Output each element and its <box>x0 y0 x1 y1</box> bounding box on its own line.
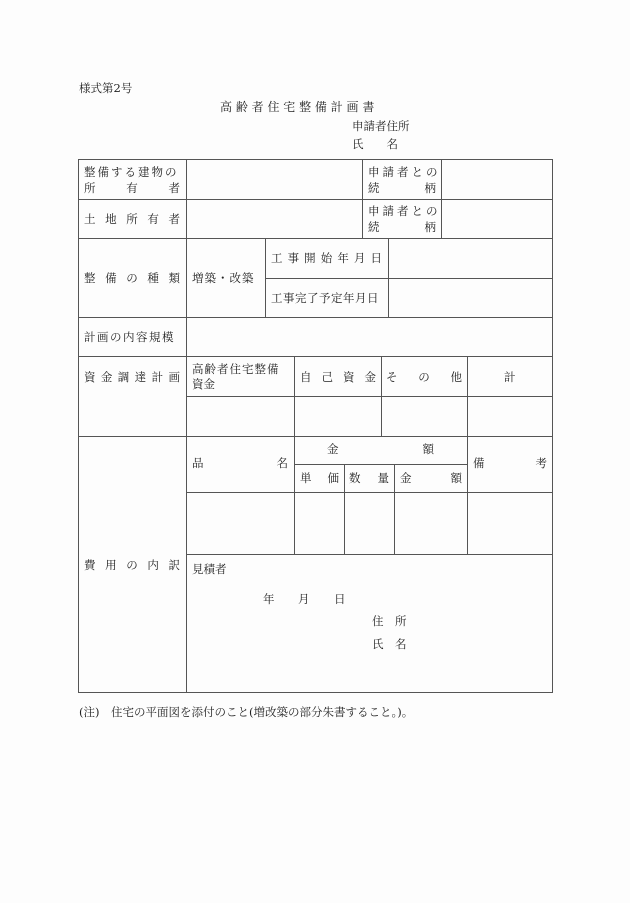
remarks-field[interactable] <box>468 493 552 554</box>
estimator-date-day[interactable]: 日 <box>334 592 346 606</box>
row-divider <box>294 464 467 465</box>
relation2-label-line1: 申請者との <box>368 204 441 218</box>
estimator-address-label: 住 所 <box>372 614 407 628</box>
elderly-fund-field[interactable] <box>187 397 294 436</box>
building-owner-label-line2: 所 有 者 <box>84 181 180 195</box>
quantity-field[interactable] <box>345 493 394 554</box>
table-border-bottom <box>78 692 553 693</box>
building-owner-label-line1: 整備する建物の <box>84 165 179 179</box>
plan-scale-label: 計画の内容規模 <box>84 330 175 344</box>
land-owner-field[interactable] <box>187 200 362 238</box>
relation-label-line1: 申請者との <box>368 165 441 179</box>
unit-price-header: 単 価 <box>300 471 339 485</box>
footnote: (注) 住宅の平面図を添付のこと(増改築の部分朱書すること。)。 <box>79 705 414 719</box>
maintenance-type-label: 整 備 の 種 類 <box>84 271 180 285</box>
start-date-label: 工 事 開 始 年 月 日 <box>271 251 382 265</box>
start-date-field[interactable] <box>389 239 552 278</box>
relation-field[interactable] <box>442 160 552 199</box>
item-name-field[interactable] <box>187 493 294 554</box>
quantity-header: 数 量 <box>349 471 389 485</box>
funding-total-field[interactable] <box>468 397 552 436</box>
item-name-header: 品 名 <box>192 456 288 470</box>
estimator-label: 見積者 <box>192 562 227 576</box>
amount-field[interactable] <box>395 493 467 554</box>
own-funds-header: 自 己 資 金 <box>300 370 376 384</box>
building-owner-field[interactable] <box>187 160 362 199</box>
relation2-field[interactable] <box>442 200 552 238</box>
plan-scale-field[interactable] <box>187 318 552 356</box>
page-title: 高 齢 者 住 宅 整 備 計 画 書 <box>220 100 375 114</box>
col-divider <box>265 238 266 317</box>
applicant-address-label: 申請者住所 <box>352 119 410 133</box>
relation-label-line2: 続 柄 <box>368 181 436 195</box>
remarks-header: 備 考 <box>473 456 547 470</box>
amount-header: 金 額 <box>400 471 462 485</box>
unit-price-field[interactable] <box>295 493 344 554</box>
col-divider <box>362 159 363 238</box>
own-funds-field[interactable] <box>295 397 381 436</box>
cost-breakdown-label: 費 用 の 内 訳 <box>84 558 180 572</box>
form-number: 様式第2号 <box>79 81 133 95</box>
row-divider <box>78 436 553 437</box>
end-date-label: 工事完了予定年月日 <box>271 291 379 305</box>
row-divider <box>78 356 553 357</box>
land-owner-label: 土 地 所 有 者 <box>84 212 180 226</box>
amount-group-header: 金 額 <box>327 442 434 456</box>
estimator-date-year[interactable]: 年 <box>263 592 275 606</box>
elderly-fund-header-line1: 高齢者住宅整備 <box>192 362 280 376</box>
relation2-label-line2: 続 柄 <box>368 220 436 234</box>
funding-row-label-field[interactable] <box>79 397 186 436</box>
row-divider <box>186 554 553 555</box>
estimator-date-month[interactable]: 月 <box>298 592 310 606</box>
maintenance-type-value[interactable]: 増築・改築 <box>192 271 255 285</box>
estimator-name-label: 氏 名 <box>372 637 407 651</box>
other-funds-header: そ の 他 <box>386 370 462 384</box>
estimator-field[interactable] <box>400 610 550 655</box>
applicant-name-label: 氏 名 <box>352 137 398 151</box>
funding-label: 資 金 調 達 計 画 <box>84 370 180 384</box>
end-date-field[interactable] <box>389 279 552 317</box>
table-border-right <box>552 159 553 693</box>
elderly-fund-header-line2: 資金 <box>192 377 215 391</box>
other-funds-field[interactable] <box>382 397 467 436</box>
funding-total-header: 計 <box>504 370 516 384</box>
